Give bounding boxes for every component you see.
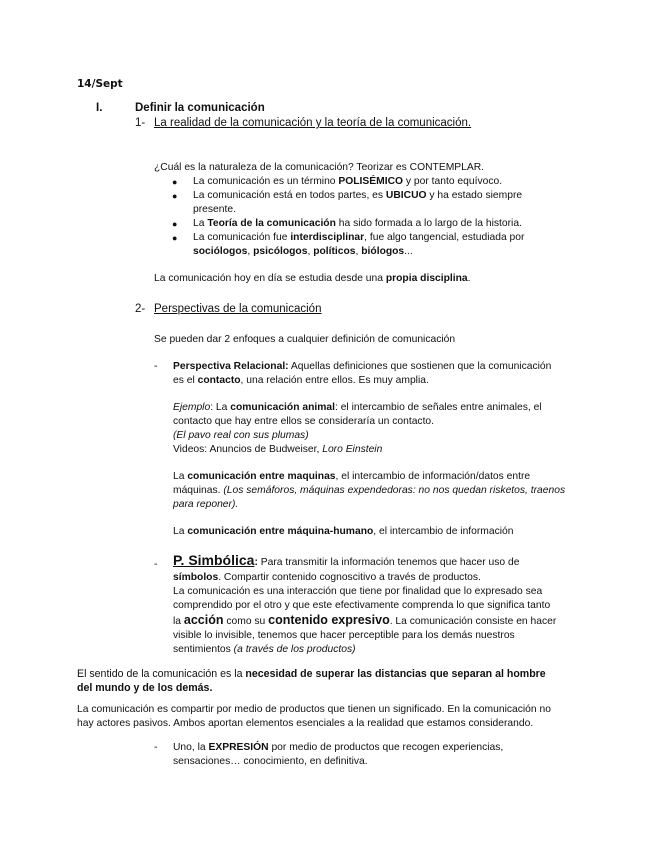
- videos-line: Videos: Anuncios de Budweiser, Loro Einstein: [173, 444, 383, 455]
- section-numeral: I.: [96, 102, 103, 114]
- bullet-2-cont: presente.: [193, 204, 236, 215]
- bullet-icon: ●: [172, 233, 178, 243]
- bullet-icon: ●: [172, 177, 178, 187]
- dash-marker: -: [154, 360, 158, 372]
- date-heading: 14/Sept: [77, 78, 123, 90]
- symbolic-line-4: comprendido por el otro y que este efectivamente comprenda lo que significa tanto: [173, 600, 551, 611]
- sense-line-2: del mundo y de los demás.: [77, 682, 213, 694]
- machines-line-2: máquinas. (Los semáforos, máquinas expendedoras: no nos quedan risketos, traenos: [173, 485, 566, 496]
- subsection-1-title: La realidad de la comunicación y la teoría de la comunicación.: [154, 117, 472, 129]
- subsection-2-title: Perspectivas de la comunicación: [154, 303, 322, 315]
- bullet-4: La comunicación fue interdisciplinar, fue algo tangencial, estudiada por: [193, 232, 525, 243]
- dash-marker: -: [154, 558, 158, 570]
- today-line: La comunicación hoy en día se estudia desde una propia disciplina.: [154, 273, 471, 284]
- example-line-2: contacto que hay entre ellos se consideraría un contacto.: [173, 416, 435, 427]
- share-line-2: hay actores pasivos. Ambos aportan elementos esenciales a la realidad que estamos considerando.: [77, 718, 534, 729]
- approaches-line: Se pueden dar 2 enfoques a cualquier definición de comunicación: [154, 334, 456, 345]
- bullet-1: La comunicación es un término POLISÉMICO y por tanto equívoco.: [193, 176, 503, 187]
- expression-line-2: sensaciones… conocimiento, en definitiva.: [173, 756, 368, 767]
- example-line-3: (El pavo real con sus plumas): [173, 430, 309, 441]
- bullet-icon: ●: [172, 219, 178, 229]
- symbolic-line-3: La comunicación es una interacción que tiene por finalidad que lo expresado sea: [173, 586, 543, 597]
- human-machine-line: La comunicación entre máquina-humano, el intercambio de información: [173, 526, 514, 537]
- question-line: ¿Cuál es la naturaleza de la comunicación? Teorizar es CONTEMPLAR.: [154, 162, 485, 173]
- symbolic-line-2: símbolos. Compartir contenido cognoscitivo a través de productos.: [173, 572, 481, 583]
- bullet-4-cont: sociólogos, psicólogos, políticos, biólogos...: [193, 246, 413, 257]
- subsection-2-number: 2-: [135, 303, 146, 315]
- symbolic-line-1: P. Simbólica: Para transmitir la información tenemos que hacer uso de: [173, 552, 520, 568]
- relational-line-1: Perspectiva Relacional: Aquellas definiciones que sostienen que la comunicación: [173, 361, 552, 372]
- sense-line-1: El sentido de la comunicación es la necesidad de superar las distancias que separan al hombre: [77, 668, 546, 680]
- dash-marker: -: [154, 741, 158, 753]
- subsection-1-number: 1-: [135, 117, 146, 129]
- section-title: Definir la comunicación: [135, 102, 265, 114]
- symbolic-line-7: sentimientos (a través de los productos): [173, 644, 356, 655]
- expression-line-1: Uno, la EXPRESIÓN por medio de productos que recogen experiencias,: [173, 742, 504, 753]
- bullet-3: La Teoría de la comunicación ha sido formada a lo largo de la historia.: [193, 218, 522, 229]
- machines-line-3: para reponer).: [173, 499, 239, 510]
- bullet-2: La comunicación está en todos partes, es UBICUO y ha estado siempre: [193, 190, 523, 201]
- example-line-1: Ejemplo: La comunicación animal: el intercambio de señales entre animales, el: [173, 402, 542, 413]
- relational-line-2: es el contacto, una relación entre ellos. Es muy amplia.: [173, 375, 429, 386]
- machines-line-1: La comunicación entre maquinas, el intercambio de información/datos entre: [173, 471, 531, 482]
- share-line-1: La comunicación es compartir por medio de productos que tienen un significado. En la comunicación no: [77, 704, 551, 715]
- symbolic-line-6: visible lo invisible, tenemos que hacer perceptible para los demás nuestros: [173, 630, 515, 641]
- bullet-icon: ●: [172, 191, 178, 201]
- symbolic-line-5: la acción como su contenido expresivo. La comunicación consiste en hacer: [173, 613, 557, 627]
